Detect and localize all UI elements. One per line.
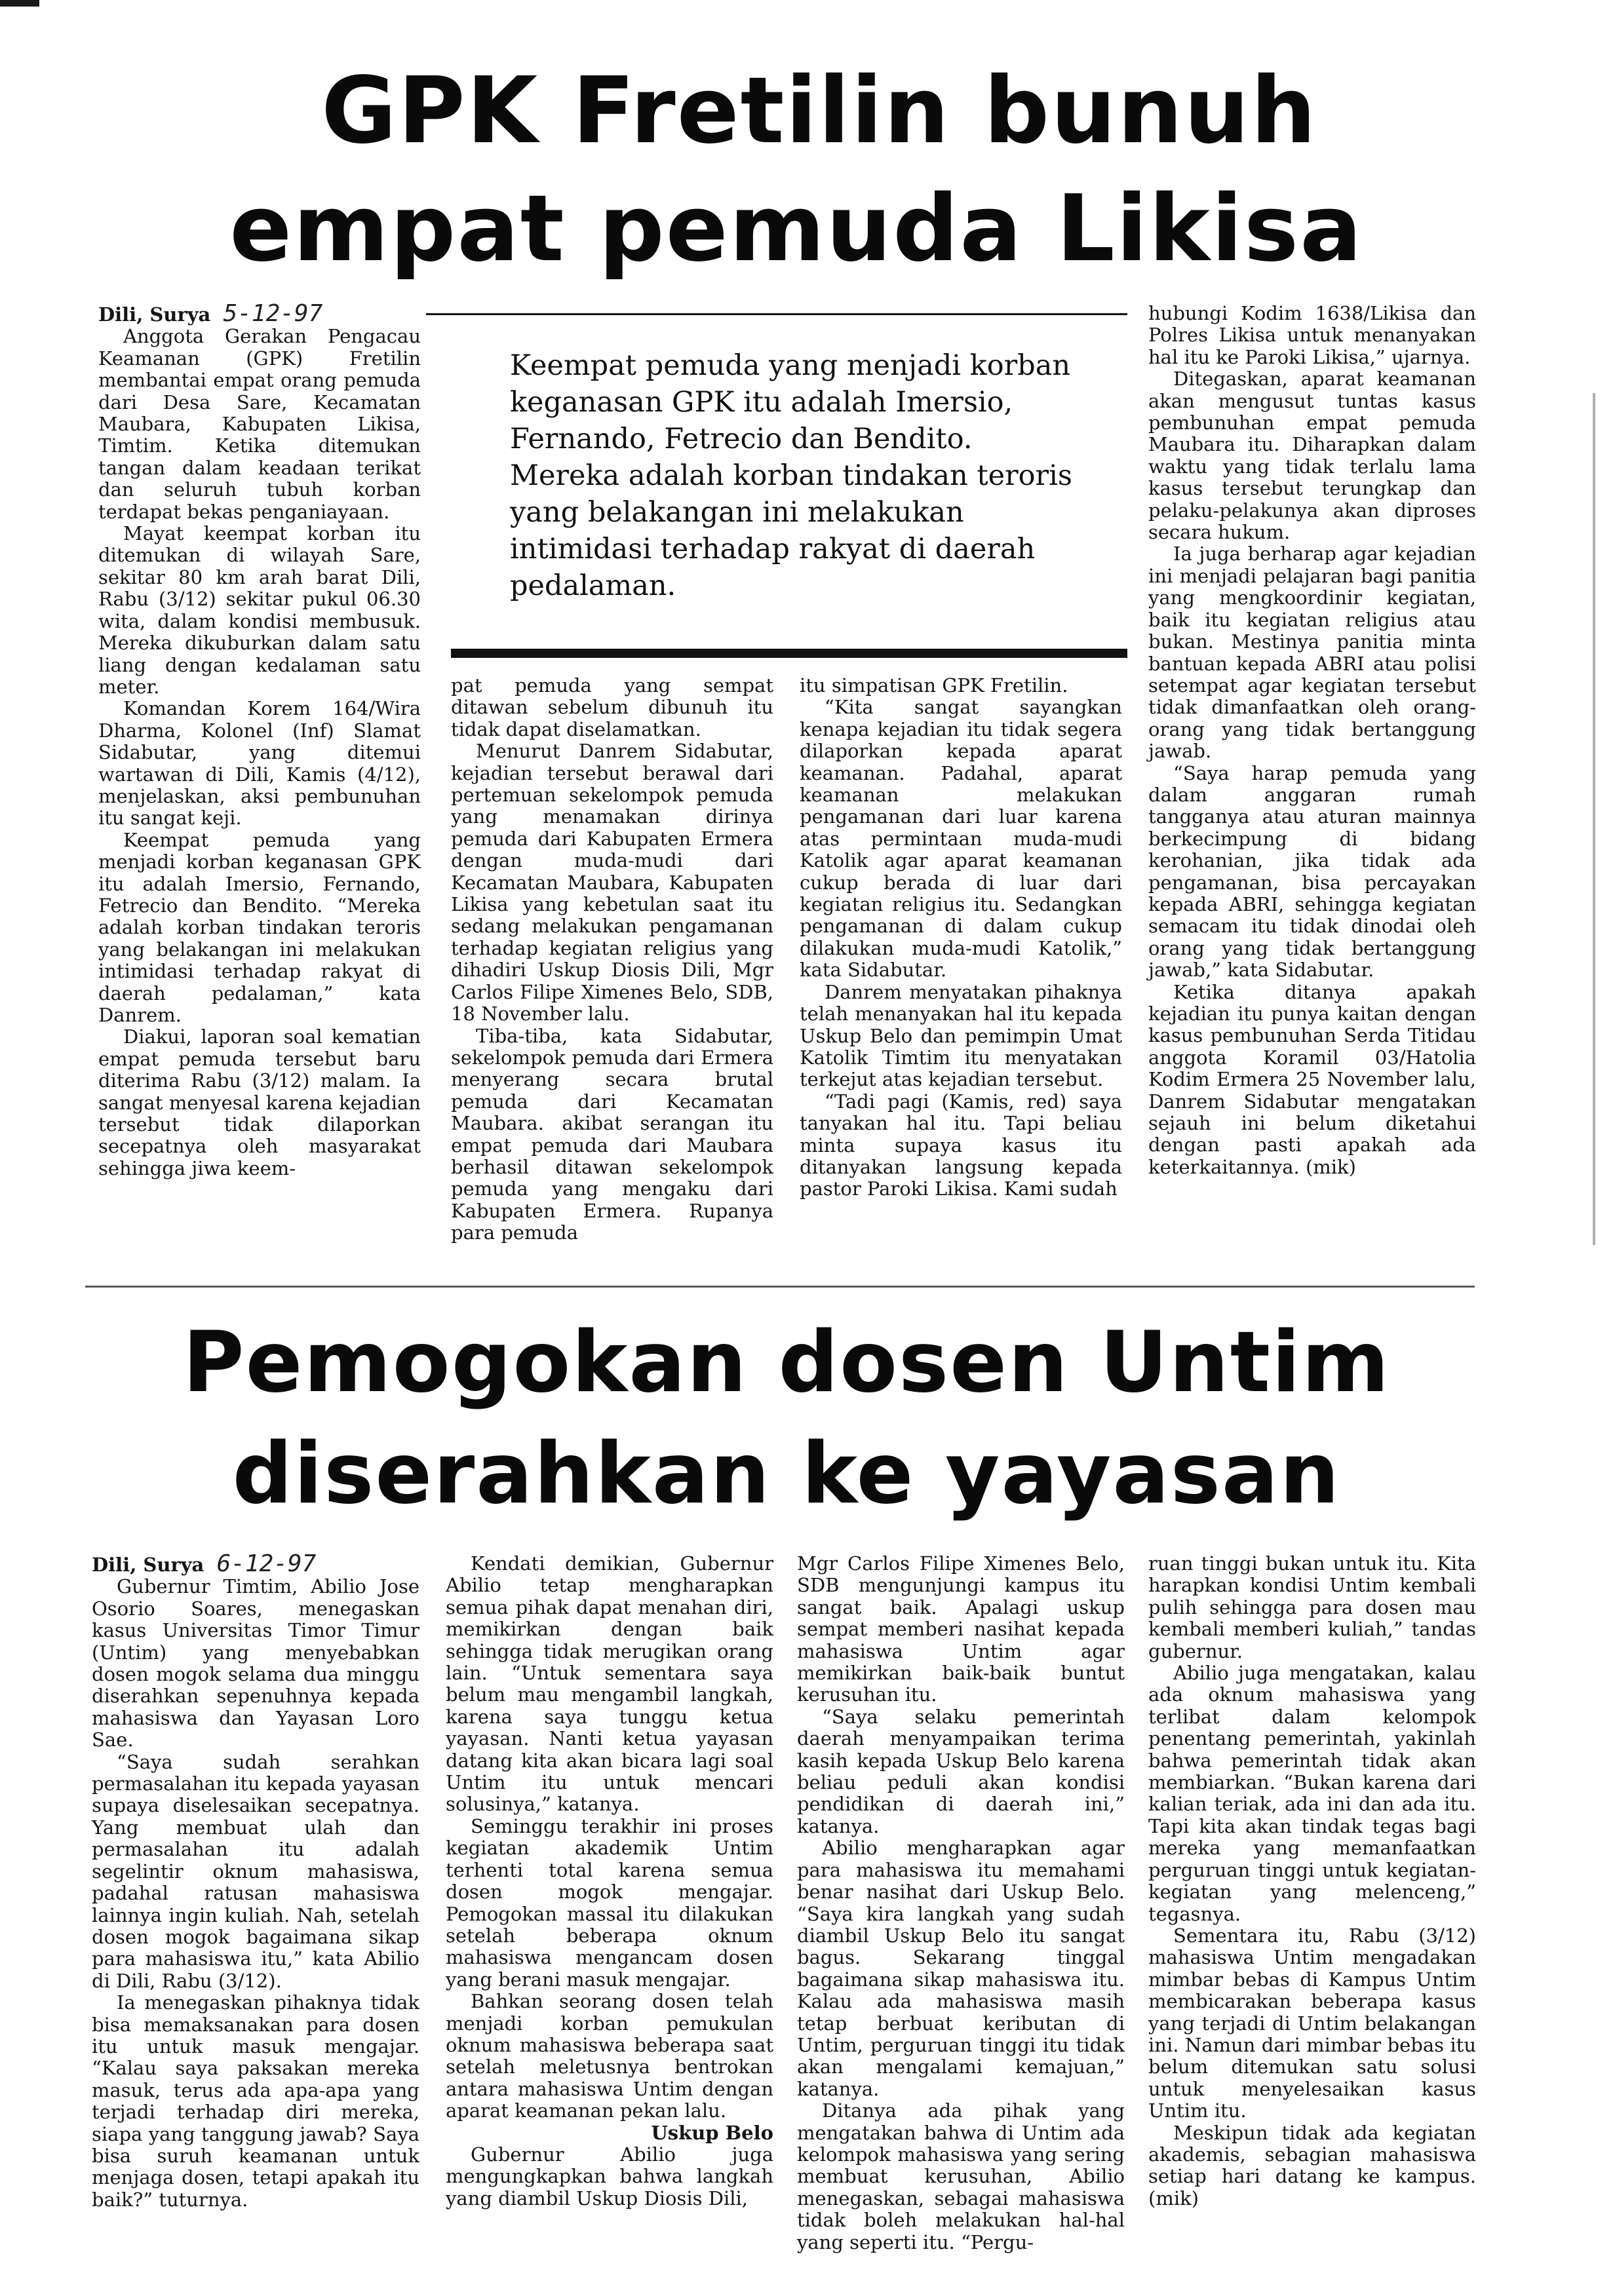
scan-edge-mark: [0, 0, 39, 7]
article2-column-2: [446, 1553, 773, 2210]
headline-line-2: diserahkan ke yayasan: [232, 1425, 1341, 1523]
pullquote-text: Keempat pemuda yang menjadi korban keganasan GPK itu adalah Imersio, Fernando, Fetrecio dan Bendito. Mereka adalah korban tindakan teroris yang belakangan ini melakukan intimidasi terhadap rakyat di daerah pedalaman.: [510, 349, 1072, 602]
article2-column-1: [92, 1550, 419, 2211]
dateline-text: Dili, Surya: [98, 303, 211, 326]
paragraph: Ditegaskan, aparat keamanan akan mengusut tuntas kasus pembunuhan empat pemuda Maubara itu. Diharapkan dalam waktu yang tidak terlalu lama kasus tersebut terungkap dan pelaku-pelakunya akan diproses secara hukum.: [1148, 368, 1476, 544]
article1-column-2: [451, 675, 773, 1244]
paragraph: Ia juga berharap agar kejadian ini menjadi pelajaran bagi panitia yang mengkoordinir kegiatan, baik itu kegiatan religius atau bukan. Mestinya panitia minta bantuan kepada ABRI atau polisi setempat agar kegiatan tersebut tidak dimanfaatkan oleh orang-orang yang tidak bertanggung jawab.: [1148, 543, 1476, 763]
article1-column-1: [98, 300, 421, 1179]
article1-column-4: [1148, 303, 1476, 1178]
paragraph: “Saya selaku pemerintah daerah menyampaikan terima kasih kepada Uskup Belo karena beliau peduli akan kondisi pendidikan di daerah ini,” katanya.: [797, 1705, 1125, 1837]
paragraph: Abilio mengharapkan agar para mahasiswa itu memahami benar nasihat dari Uskup Belo. “Saya kira langkah yang sudah diambil Uskup Belo itu sangat bagus. Sekarang tinggal bagaimana sikap mahasiswa itu. Kalau ada mahasiswa masih tetap berbuat keributan di Untim, perguruan tinggi itu tidak akan mengalami kemajuan,” katanya.: [797, 1837, 1125, 2100]
handwritten-date: 6-12-97: [216, 1550, 317, 1577]
paragraph: Meskipun tidak ada kegiatan akademis, sebagian mahasiswa setiap hari datang ke kampus. (mik): [1148, 2121, 1476, 2210]
paragraph: “Kita sangat sayangkan kenapa kejadian itu tidak segera dilaporkan kepada aparat keamanan. Padahal, aparat keamanan melakukan pengamanan dari luar karena atas permintaan muda-mudi Katolik agar aparat keamanan cukup berada di luar dari kegiatan religius itu. Sedangkan pengamanan di dalam cukup dilakukan muda-mudi Katolik,” kata Sidabutar.: [800, 696, 1122, 982]
paragraph: Ketika ditanya apakah kejadian itu punya kaitan dengan kasus pembunuhan Serda Titidau anggota Koramil 03/Hatolia Kodim Ermera 25 November lalu, Danrem Sidabutar mengatakan sejauh ini belum diketahui dengan pasti apakah ada keterkaitannya. (mik): [1148, 980, 1476, 1178]
paragraph: Tiba-tiba, kata Sidabutar, sekelompok pemuda dari Ermera menyerang secara brutal pemuda dari Kecamatan Maubara. akibat serangan itu empat pemuda dari Maubara berhasil ditawan sekelompok pemuda yang mengaku dari Kabupaten Ermera. Rupanya para pemuda: [451, 1024, 773, 1244]
paragraph: ruan tinggi bukan untuk itu. Kita harapkan kondisi Untim kembali pulih sehingga para dosen mau kembali memberi kuliah,” tandas gubernur.: [1148, 1552, 1476, 1662]
handwritten-date: 5-12-97: [223, 300, 323, 327]
pullquote: [510, 347, 1087, 604]
headline-line-2: empat pemuda Likisa: [229, 176, 1363, 282]
paragraph: Diakui, laporan soal kematian empat pemuda tersebut baru diterima Rabu (3/12) malam. Ia sangat menyesal karena kejadian tersebut tidak dilaporkan secepatnya oleh masyarakat sehingga jiwa keem-: [98, 1025, 421, 1179]
paragraph: Ia menegaskan pihaknya tidak bisa memaksanakan para dosen itu untuk masuk mengajar. “Kalau saya paksakan mereka masuk, terus ada apa-apa yang terjadi terhadap diri mereka, siapa yang tanggung jawab? Saya bisa suruh keamanan untuk menjaga dosen, tetapi apakah itu baik?” tuturnya.: [92, 1991, 419, 2211]
pullquote-rule: [451, 649, 1127, 658]
subhead: Uskup Belo: [651, 2121, 773, 2144]
paragraph: Mgr Carlos Filipe Ximenes Belo, SDB mengunjungi kampus itu sangat baik. Apalagi uskup sempat memberi nasihat kepada mahasiswa Untim agar memikirkan baik-baik buntut kerusuhan itu.: [797, 1552, 1125, 1706]
paragraph: pat pemuda yang sempat ditawan sebelum dibunuh itu tidak dapat diselamatkan.: [451, 674, 773, 740]
paragraph: Sementara itu, Rabu (3/12) mahasiswa Untim mengadakan mimbar bebas di Kampus Untim membicarakan beberapa kasus yang terjadi di Untim belakangan ini. Namun dari mimbar bebas itu belum ditemukan satu solusi untuk menyelesaikan kasus Untim itu.: [1148, 1924, 1476, 2122]
top-rule: [426, 313, 1127, 315]
paragraph: Kendati demikian, Gubernur Abilio tetap mengharapkan semua pihak dapat menahan diri, memikirkan dengan baik sehingga tidak merugikan orang lain. “Untuk sementara saya belum mau mengambil langkah, karena saya tunggu ketua yayasan. Nanti ketua yayasan datang kita akan bicara lagi soal Untim itu untuk mencari solusinya,” katanya.: [446, 1552, 773, 1816]
headline-line-1: Pemogokan dosen Untim: [182, 1314, 1391, 1411]
paragraph: Mayat keempat korban itu ditemukan di wilayah Sare, sekitar 80 km arah barat Dili, Rabu (3/12) sekitar pukul 06.30 wita, dalam kondisi membusuk. Mereka dikuburkan dalam satu liang dengan kedalaman satu meter.: [98, 522, 421, 698]
dateline: [98, 300, 421, 327]
paragraph: “Saya sudah serahkan permasalahan itu kepada yayasan supaya diselesaikan secepatnya. Yang membuat ulah dan permasalahan itu adalah segelintir oknum mahasiswa, padahal ratusan mahasiswa lainnya ingin kuliah. Nah, setelah dosen mogok bagaimana sikap para mahasiswa itu,” kata Abilio di Dili, Rabu (3/12).: [92, 1750, 419, 1992]
paragraph: Bahkan seorang dosen telah menjadi korban pemukulan oknum mahasiswa beberapa saat setelah meletusnya bentrokan antara mahasiswa Untim dengan aparat keamanan pekan lalu.: [446, 1990, 773, 2122]
dateline-text: Dili, Surya: [92, 1554, 204, 1576]
article2-column-3: [797, 1553, 1125, 2253]
paragraph: “Tadi pagi (Kamis, red) saya tanyakan hal itu. Tapi beliau minta supaya kasus itu ditanyakan langsung kepada pastor Paroki Likisa. Kami sudah: [800, 1090, 1122, 1200]
scan-edge-mark: [1593, 393, 1595, 1245]
paragraph: Gubernur Timtim, Abilio Jose Osorio Soares, menegaskan kasus Universitas Timor Timur (Untim) yang menyebabkan dosen mogok selama dua minggu diserahkan sepenuhnya kepada mahasiswa dan Yayasan Loro Sae.: [92, 1575, 419, 1751]
paragraph: Komandan Korem 164/Wira Dharma, Kolonel (Inf) Slamat Sidabutar, yang ditemui wartawan di Dili, Kamis (4/12), menjelaskan, aksi pembunuhan itu sangat keji.: [98, 697, 421, 830]
article1-column-3: [800, 675, 1122, 1200]
paragraph: Menurut Danrem Sidabutar, kejadian tersebut berawal dari pertemuan sekelompok pemuda yang menamakan dirinya pemuda dari Kabupaten Ermera dengan muda-mudi dari Kecamatan Maubara, Kabupaten Likisa yang kebetulan saat itu sedang melakukan pengamanan terhadap kegiatan religius yang dihadiri Uskup Diosis Dili, Mgr Carlos Filipe Ximenes Belo, SDB, 18 November lalu.: [451, 740, 773, 1025]
paragraph: Keempat pemuda yang menjadi korban keganasan GPK itu adalah Imersio, Fernando, Fetrecio dan Bendito. “Mereka adalah korban tindakan teroris yang belakangan ini melakukan intimidasi terhadap rakyat di daerah pedalaman,” kata Danrem.: [98, 828, 421, 1026]
paragraph: itu simpatisan GPK Fretilin.: [800, 674, 1068, 697]
paragraph: Danrem menyatakan pihaknya telah menanyakan hal itu kepada Uskup Belo dan pemimpin Umat Katolik Timtim itu menyatakan terkejut atas kejadian tersebut.: [800, 980, 1122, 1091]
paragraph: hubungi Kodim 1638/Likisa dan Polres Likisa untuk menanyakan hal itu ke Paroki Likisa,” ujarnya.: [1148, 302, 1476, 368]
paragraph: Gubernur Abilio juga mengungkapkan bahwa langkah yang diambil Uskup Diosis Dili,: [446, 2143, 773, 2210]
dateline: [92, 1550, 419, 1577]
paragraph: Ditanya ada pihak yang mengatakan bahwa di Untim ada kelompok mahasiswa yang sering membuat kerusuhan, Abilio menegaskan, sebagai mahasiswa tidak boleh melakukan hal-hal yang seperti itu. “Pergu-: [797, 2099, 1125, 2253]
paragraph: Abilio juga mengatakan, kalau ada oknum mahasiswa yang terlibat dalam kelompok penentang pemerintah, yakinlah bahwa pemerintah tidak akan membiarkan. “Bukan karena dari kalian teriak, ada ini dan ada itu. Tapi kita akan tindak tegas bagi mereka yang memanfaatkan perguruan tinggi untuk kegiatan-kegiatan yang melenceng,” tegasnya.: [1148, 1662, 1476, 1925]
paragraph: “Saya harap pemuda yang dalam anggaran rumah tangganya atau aturan mainnya berkecimpung di bidang kerohanian, jika tidak ada pengamanan, bisa percayakan kepada ABRI, sehingga kegiatan semacam itu tidak dinodai oleh orang yang tidak bertanggung jawab,” kata Sidabutar.: [1148, 761, 1476, 982]
article2-column-4: [1148, 1553, 1476, 2210]
paragraph: Seminggu terakhir ini proses kegiatan akademik Untim terhenti total karena semua dosen mogok mengajar. Pemogokan massal itu dilakukan setelah beberapa oknum mahasiswa mengancam dosen yang berani masuk mengajar.: [446, 1814, 773, 1991]
article-separator: [85, 1286, 1475, 1288]
headline-line-1: GPK Fretilin bunuh: [321, 58, 1317, 164]
paragraph: Anggota Gerakan Pengacau Keamanan (GPK) Fretilin membantai empat orang pemuda dari Desa Sare, Kecamatan Maubara, Kabupaten Likisa, Timtim. Ketika ditemukan tangan dalam keadaan terikat dan seluruh tubuh korban terdapat bekas penganiayaan.: [98, 325, 421, 523]
